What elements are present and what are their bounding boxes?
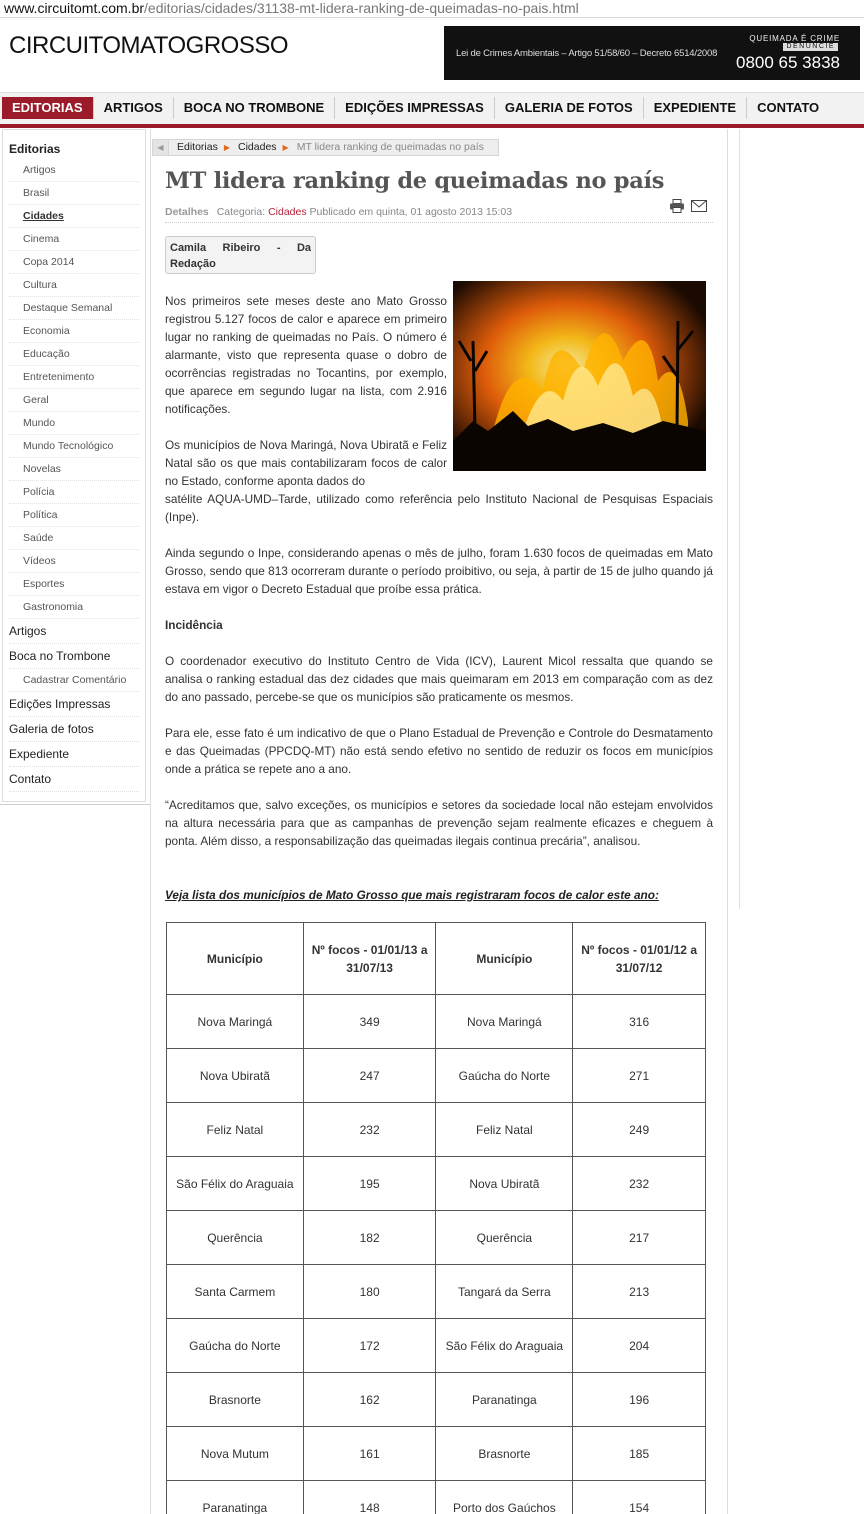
table-cell: 217	[573, 1211, 706, 1265]
sidebar	[2, 129, 146, 802]
article-tools	[669, 199, 707, 213]
table-cell: 213	[573, 1265, 706, 1319]
focos-table	[166, 922, 706, 1514]
breadcrumb-editorias[interactable]: Editorias	[177, 141, 218, 153]
url-path: /editorias/cidades/31138-mt-lidera-ranking-de-queimadas-no-pais.html	[144, 0, 579, 16]
table-header: Município	[167, 923, 304, 995]
table-row	[167, 1481, 706, 1514]
table-cell: Nova Maringá	[436, 995, 573, 1049]
masthead	[0, 19, 864, 89]
article-column	[150, 129, 728, 1514]
sidebar-item-saude[interactable]: Saúde	[9, 527, 139, 550]
paragraph-2b: satélite AQUA-UMD–Tarde, utilizado como referência pelo Instituto Nacional de Pesquisas Espaciais (Inpe).	[165, 492, 713, 524]
table-cell: Nova Ubiratã	[167, 1049, 304, 1103]
author-box: Camila Ribeiro - Da Redação	[165, 236, 316, 274]
table-row	[167, 1103, 706, 1157]
nav-contato[interactable]: CONTATO	[757, 100, 820, 115]
table-cell: 185	[573, 1427, 706, 1481]
table-cell: 349	[303, 995, 436, 1049]
sidebar-item-gastronomia[interactable]: Gastronomia	[9, 596, 139, 619]
table-cell: 180	[303, 1265, 436, 1319]
table-cell: 247	[303, 1049, 436, 1103]
sidebar-item-economia[interactable]: Economia	[9, 320, 139, 343]
table-cell: 196	[573, 1373, 706, 1427]
table-row	[167, 1319, 706, 1373]
sidebar-cadastrar-comentario[interactable]: Cadastrar Comentário	[9, 669, 139, 692]
table-cell: Paranatinga	[436, 1373, 573, 1427]
site-logo[interactable]: CIRCUITOMATOGROSSO	[9, 32, 289, 59]
sidebar-item-esportes[interactable]: Esportes	[9, 573, 139, 596]
table-cell: Gaúcha do Norte	[167, 1319, 304, 1373]
breadcrumb-back-icon[interactable]: ◀	[153, 140, 169, 155]
sidebar-item-cultura[interactable]: Cultura	[9, 274, 139, 297]
table-cell: 154	[573, 1481, 706, 1514]
table-row	[167, 1373, 706, 1427]
sidebar-galeria-de-fotos[interactable]: Galeria de fotos	[9, 717, 139, 742]
sidebar-item-artigos[interactable]: Artigos	[9, 159, 139, 182]
nav-boca-no-trombone[interactable]: BOCA NO TROMBONE	[174, 97, 335, 119]
sidebar-boca-no-trombone[interactable]: Boca no Trombone	[9, 644, 139, 669]
table-cell: Brasnorte	[436, 1427, 573, 1481]
sidebar-item-videos[interactable]: Vídeos	[9, 550, 139, 573]
table-cell: São Félix do Araguaia	[436, 1319, 573, 1373]
paragraph-2a: Os municípios de Nova Maringá, Nova Ubiratã e Feliz Natal são os que mais contabilizaram focos de calor no Estado, conforme aponta dados do	[165, 438, 447, 488]
table-cell: Gaúcha do Norte	[436, 1049, 573, 1103]
paragraph-1: Nos primeiros sete meses deste ano Mato Grosso registrou 5.127 focos de calor e aparece em primeiro lugar no ranking de queimadas no País. O número é alarmante, visto que representa quase o dobro de ocorrências registradas no Tocantins, por exemplo, que aparece em segundo lugar na lista, com 2.916 notificações.	[165, 294, 447, 416]
sidebar-item-mundo-tecnologico[interactable]: Mundo Tecnológico	[9, 435, 139, 458]
table-header: Nº focos - 01/01/13 a 31/07/13	[303, 923, 436, 995]
table-row	[167, 1049, 706, 1103]
sidebar-item-cidades[interactable]: Cidades	[9, 205, 139, 228]
sidebar-item-mundo[interactable]: Mundo	[9, 412, 139, 435]
nav-galeria-de-fotos[interactable]: GALERIA DE FOTOS	[495, 97, 644, 119]
sidebar-expediente[interactable]: Expediente	[9, 742, 139, 767]
table-header: Município	[436, 923, 573, 995]
sidebar-item-novelas[interactable]: Novelas	[9, 458, 139, 481]
meta-divider	[165, 222, 713, 223]
table-cell: Nova Mutum	[167, 1427, 304, 1481]
article-meta	[165, 206, 512, 218]
table-cell: 271	[573, 1049, 706, 1103]
banner-tag: QUEIMADA É CRIME	[749, 34, 840, 43]
table-cell: Porto dos Gaúchos	[436, 1481, 573, 1514]
nav-expediente[interactable]: EXPEDIENTE	[644, 97, 747, 119]
table-cell: 204	[573, 1319, 706, 1373]
table-cell: Brasnorte	[167, 1373, 304, 1427]
meta-category-link[interactable]: Cidades	[268, 206, 307, 218]
table-cell: Querência	[436, 1211, 573, 1265]
table-cell: Feliz Natal	[436, 1103, 573, 1157]
table-cell: Tangará da Serra	[436, 1265, 573, 1319]
email-icon[interactable]	[691, 199, 707, 213]
sidebar-item-destaque-semanal[interactable]: Destaque Semanal	[9, 297, 139, 320]
sidebar-item-politica[interactable]: Política	[9, 504, 139, 527]
main-nav	[0, 92, 864, 124]
sidebar-item-entretenimento[interactable]: Entretenimento	[9, 366, 139, 389]
table-cell: Querência	[167, 1211, 304, 1265]
url-host: www.circuitomt.com.br	[4, 0, 145, 16]
meta-details: Detalhes	[165, 206, 209, 218]
sidebar-title[interactable]: Editorias	[9, 142, 61, 156]
table-cell: São Félix do Araguaia	[167, 1157, 304, 1211]
sidebar-item-cinema[interactable]: Cinema	[9, 228, 139, 251]
sidebar-item-geral[interactable]: Geral	[9, 389, 139, 412]
breadcrumb	[152, 139, 499, 156]
table-row	[167, 995, 706, 1049]
article-title: MT lidera ranking de queimadas no país	[165, 168, 665, 194]
table-cell: Feliz Natal	[167, 1103, 304, 1157]
sidebar-item-brasil[interactable]: Brasil	[9, 182, 139, 205]
table-cell: 148	[303, 1481, 436, 1514]
table-row	[167, 1157, 706, 1211]
table-cell: 195	[303, 1157, 436, 1211]
table-header: Nº focos - 01/01/12 a 31/07/12	[573, 923, 706, 995]
table-cell: 249	[573, 1103, 706, 1157]
nav-artigos[interactable]: ARTIGOS	[94, 97, 174, 119]
url-bar[interactable]	[0, 0, 864, 18]
table-row	[167, 1211, 706, 1265]
list-intro: Veja lista dos municípios de Mato Grosso que mais registraram focos de calor este ano:	[165, 888, 659, 902]
table-cell: 161	[303, 1427, 436, 1481]
meta-category-label: Categoria:	[216, 206, 266, 218]
sidebar-artigos[interactable]: Artigos	[9, 619, 139, 644]
sidebar-item-educacao[interactable]: Educação	[9, 343, 139, 366]
sidebar-item-copa-2014[interactable]: Copa 2014	[9, 251, 139, 274]
breadcrumb-current: MT lidera ranking de queimadas no país	[296, 141, 484, 153]
table-row	[167, 1427, 706, 1481]
table-cell: 182	[303, 1211, 436, 1265]
table-cell: Nova Ubiratã	[436, 1157, 573, 1211]
ad-banner[interactable]	[444, 26, 860, 80]
banner-denuncie: DENUNCIE	[783, 43, 838, 51]
sidebar-item-policia[interactable]: Polícia	[9, 481, 139, 504]
paragraph-5: Para ele, esse fato é um indicativo de que o Plano Estadual de Prevenção e Controle do Desmatamento e das Queimadas (PPCDQ-MT) não está sendo efetivo no sentido de reduzir os focos em municípios onde a prática se repete ano a ano.	[165, 726, 713, 776]
sidebar-contato[interactable]: Contato	[9, 767, 139, 792]
breadcrumb-arrow-icon: ▶	[223, 143, 231, 152]
right-column-border	[730, 129, 740, 909]
table-cell: 232	[573, 1157, 706, 1211]
table-row	[167, 1265, 706, 1319]
heading-incidencia: Incidência	[165, 618, 223, 632]
paragraph-3: Ainda segundo o Inpe, considerando apenas o mês de julho, foram 1.630 focos de queimadas em Mato Grosso, sendo que 813 ocorreram durante o período proibitivo, ou seja, à partir de 15 de julho quando já estava em vigor o Decreto Estadual que proíbe essa prática.	[165, 546, 713, 596]
meta-published: Publicado em quinta, 01 agosto 2013 15:03	[309, 206, 513, 218]
table-cell: Nova Maringá	[167, 995, 304, 1049]
banner-phone: 0800 65 3838	[736, 53, 840, 72]
table-cell: 172	[303, 1319, 436, 1373]
table-header-row	[167, 923, 706, 995]
table-cell: 316	[573, 995, 706, 1049]
table-cell: 232	[303, 1103, 436, 1157]
paragraph-4: O coordenador executivo do Instituto Centro de Vida (ICV), Laurent Micol ressalta que quando se analisa o ranking estadual das dez cidades que mais queimaram em 2013 em comparação com as dez do ano passado, percebe-se que os municípios são praticamente os mesmos.	[165, 654, 713, 704]
fire-photo	[453, 281, 706, 471]
print-icon[interactable]	[669, 199, 685, 213]
sidebar-edicoes-impressas[interactable]: Edições Impressas	[9, 692, 139, 717]
paragraph-6: “Acreditamos que, salvo exceções, os municípios e setores da sociedade local não estejam envolvidos na altura necessária para que as campanhas de prevenção sejam realmente eficazes e cheguem à ponta. Além disso, a responsabilização das queimadas ilegais continua precária”, analisou.	[165, 798, 713, 848]
table-cell: Paranatinga	[167, 1481, 304, 1514]
table-cell: 162	[303, 1373, 436, 1427]
sidebar-bottom-border	[0, 804, 150, 1514]
breadcrumb-cidades[interactable]: Cidades	[238, 141, 277, 153]
nav-edicoes-impressas[interactable]: EDIÇÕES IMPRESSAS	[335, 97, 495, 119]
banner-law-text: Lei de Crimes Ambientais – Artigo 51/58/60 – Decreto 6514/2008	[456, 48, 718, 59]
table-cell: Santa Carmem	[167, 1265, 304, 1319]
nav-editorias[interactable]: EDITORIAS	[2, 97, 94, 119]
breadcrumb-arrow-icon: ▶	[282, 143, 289, 152]
